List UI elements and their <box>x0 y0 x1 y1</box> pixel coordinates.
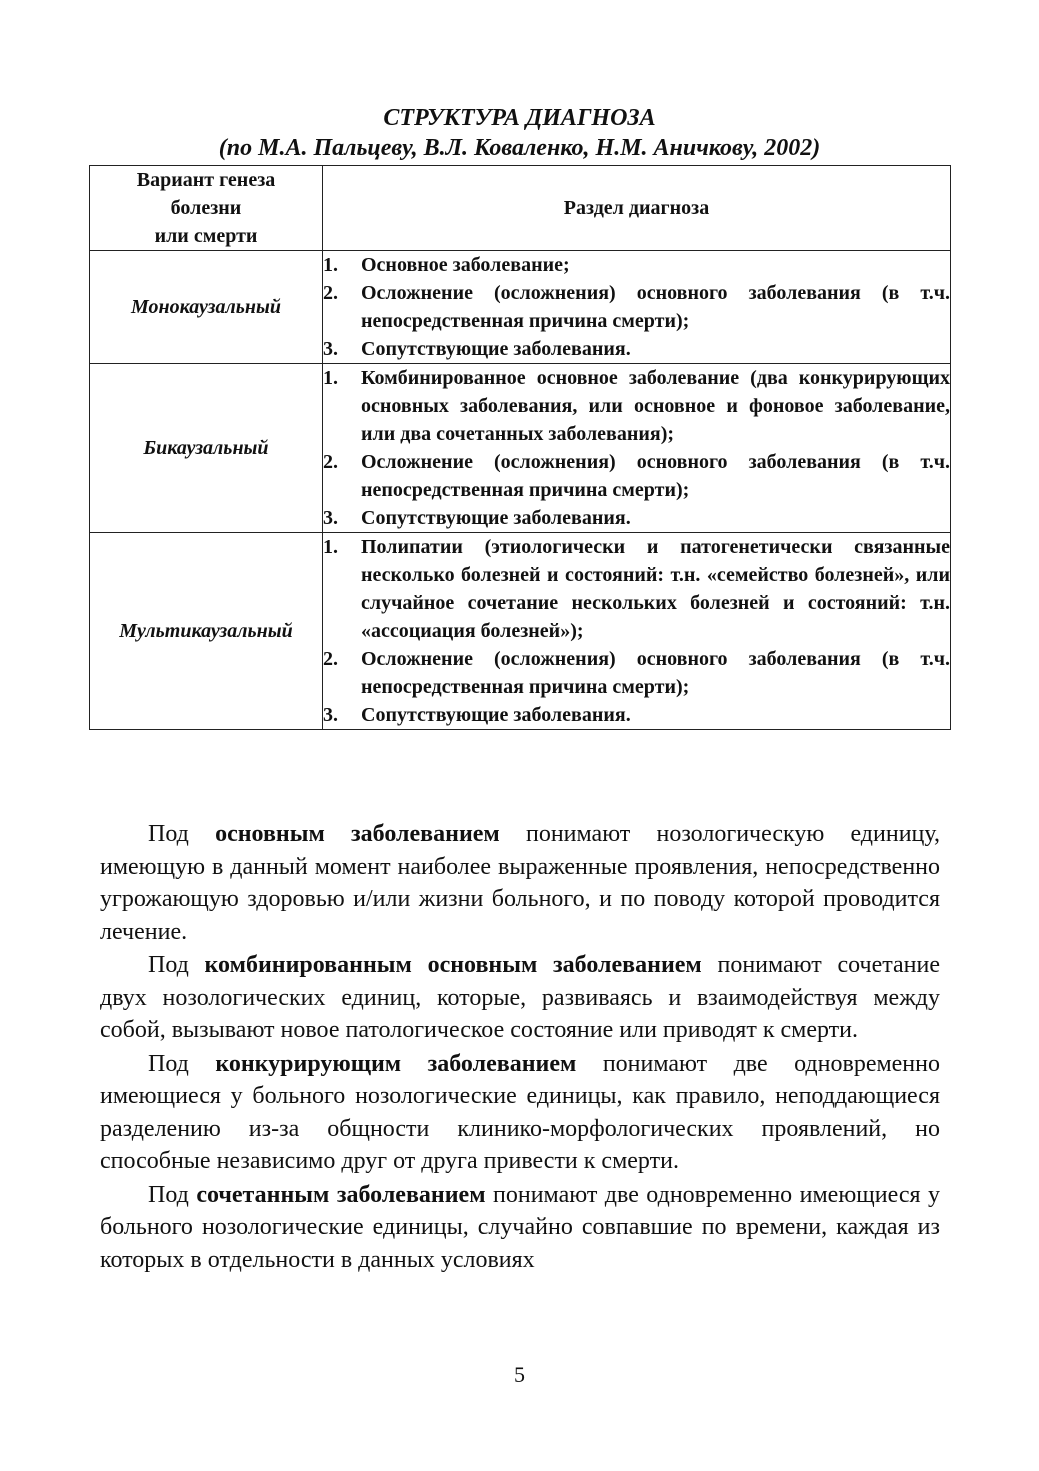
table-row <box>90 533 951 730</box>
diagnosis-section-cell <box>323 251 951 364</box>
paragraph-definition: понимают две одновременно имеющиеся у больного нозологические единицы, как правило, неподдающиеся разделению из-за общности клинико-морфологических проявлений, но способные независимо друг от друга привести к смерти. <box>100 1050 940 1174</box>
table-row <box>90 364 951 533</box>
list-item-number: 2. <box>323 451 338 473</box>
list-item-text: Осложнение (осложнения) основного заболевания (в т.ч. непосредственная причина смерти); <box>361 451 950 501</box>
paragraph-lead: Под <box>148 1181 197 1208</box>
header-variant <box>90 166 323 251</box>
defined-term: основным заболеванием <box>215 821 500 847</box>
diagnosis-section-list <box>323 533 950 729</box>
body-text <box>100 818 940 1277</box>
list-item-number: 3. <box>323 507 338 529</box>
table-header-row <box>90 166 951 251</box>
paragraph-lead: Под <box>148 821 216 847</box>
diagnosis-section-list <box>323 364 950 532</box>
paragraph-definition: понимают нозологическую единицу, имеющую в данный момент наиболее выраженные проявления, непосредственно угрожающую здоровью и/или жизни больного, и по поводу которой проводится лечение. <box>100 821 940 945</box>
list-item-text: Основное заболевание; <box>361 254 570 276</box>
list-item <box>323 645 950 701</box>
document-title: СТРУКТУРА ДИАГНОЗА <box>383 105 656 131</box>
list-item-number: 1. <box>323 254 338 276</box>
variant-cell: Бикаузальный <box>90 364 323 533</box>
list-item-number: 2. <box>323 282 338 304</box>
paragraph-lead: Под <box>148 1050 216 1077</box>
paragraph <box>100 1048 940 1178</box>
paragraph-definition: понимают две одновременно имеющиеся у больного нозологические единицы, случайно совпавшие по времени, каждая из которых в отдельности в данных условиях <box>100 1181 940 1273</box>
diagnosis-structure-table <box>89 165 951 730</box>
list-item-text: Сопутствующие заболевания. <box>361 704 631 726</box>
paragraph <box>100 1179 940 1277</box>
list-item-number: 2. <box>323 648 338 670</box>
header-section: Раздел диагноза <box>323 166 951 251</box>
list-item-text: Осложнение (осложнения) основного заболевания (в т.ч. непосредственная причина смерти); <box>361 282 950 332</box>
table-row <box>90 251 951 364</box>
list-item <box>323 448 950 504</box>
list-item-number: 3. <box>323 338 338 360</box>
paragraph-lead: Под <box>148 952 205 978</box>
defined-term: сочетанным заболеванием <box>196 1181 486 1208</box>
paragraph <box>100 818 940 948</box>
list-item <box>323 279 950 335</box>
diagnosis-section-list <box>323 251 950 363</box>
list-item <box>323 504 950 532</box>
list-item <box>323 533 950 645</box>
header-variant-line: болезни <box>170 197 242 219</box>
defined-term: конкурирующим заболеванием <box>215 1050 577 1077</box>
list-item-text: Сопутствующие заболевания. <box>361 338 631 360</box>
paragraph <box>100 949 940 1047</box>
list-item <box>323 364 950 448</box>
page-number: 5 <box>514 1362 525 1387</box>
diagnosis-section-cell <box>323 533 951 730</box>
paragraph-definition: понимают сочетание двух нозологических единиц, которые, развиваясь и взаимодействуя между собой, вызывают новое патологическое состояние или приводят к смерти. <box>100 952 940 1043</box>
header-variant-line: Вариант генеза <box>136 169 276 191</box>
defined-term: комбинированным основным заболеванием <box>204 952 702 978</box>
list-item <box>323 251 950 279</box>
list-item-number: 3. <box>323 704 338 726</box>
list-item-number: 1. <box>323 367 338 389</box>
list-item <box>323 335 950 363</box>
list-item-number: 1. <box>323 536 338 558</box>
list-item-text: Осложнение (осложнения) основного заболевания (в т.ч. непосредственная причина смерти); <box>361 648 950 698</box>
header-variant-line: или смерти <box>154 225 258 247</box>
list-item <box>323 701 950 729</box>
variant-cell: Мультикаузальный <box>90 533 323 730</box>
diagnosis-section-cell <box>323 364 951 533</box>
list-item-text: Комбинированное основное заболевание (два конкурирующих основных заболевания, или основное и фоновое заболевание, или два сочетанных заболевания); <box>361 367 950 445</box>
variant-cell: Монокаузальный <box>90 251 323 364</box>
list-item-text: Сопутствующие заболевания. <box>361 507 631 529</box>
document-subtitle: (по М.А. Пальцеву, В.Л. Коваленко, Н.М. Аничкову, 2002) <box>218 135 821 161</box>
list-item-text: Полипатии (этиологически и патогенетически связанные несколько болезней и состояний: т.н. «семейство болезней», или случайное сочетание нескольких болезней и состояний: т.н. «ассоциация болезней»); <box>361 536 950 642</box>
